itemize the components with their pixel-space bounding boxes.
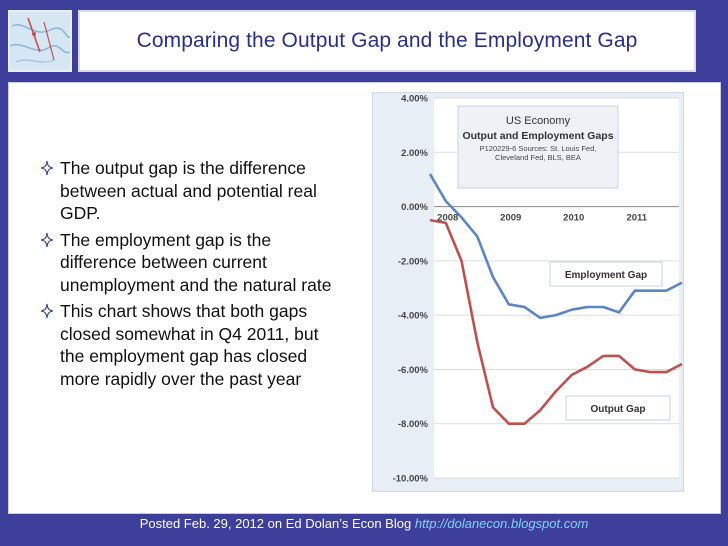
y-tick-label: 0.00% [401, 202, 428, 214]
x-tick-label: 2009 [500, 212, 522, 224]
logo-image [8, 10, 72, 72]
footer [0, 513, 728, 535]
chart-source: P120229-6 Sources: St. Louis Fed, Cleveland Fed, BLS, BEA [479, 144, 597, 162]
x-tick-label: 2010 [563, 212, 585, 224]
slide-title: Comparing the Output Gap and the Employment Gap [136, 29, 638, 52]
bullet-list [42, 157, 342, 394]
employment-gap-label: Employment Gap [564, 270, 648, 281]
x-tick-label: 2008 [437, 212, 459, 224]
chart-title: US Economy [505, 115, 571, 127]
gap-chart [372, 92, 684, 492]
logo-graphic [10, 12, 70, 70]
bullet-text: The output gap is the difference between actual and potential real GDP. [60, 158, 317, 223]
chart-source-wrapper [462, 144, 614, 176]
bullet-item [42, 229, 342, 297]
y-tick-label: -10.00% [392, 473, 428, 485]
y-tick-label: -8.00% [397, 419, 428, 431]
footer-text: Posted Feb. 29, 2012 on Ed Dolan’s Econ Blog [139, 516, 412, 531]
output-gap-label: Output Gap [590, 404, 646, 415]
y-tick-label: 2.00% [401, 147, 428, 159]
chart-subtitle: Output and Employment Gaps [462, 130, 614, 142]
bullet-text: This chart shows that both gaps closed somewhat in Q4 2011, but the employment gap has closed more rapidly over the past year [60, 301, 319, 389]
star-bullet-icon [40, 303, 54, 319]
bullet-item [42, 300, 342, 390]
y-tick-label: -6.00% [397, 364, 428, 376]
star-bullet-icon [40, 232, 54, 248]
x-tick-label: 2011 [626, 212, 648, 224]
y-tick-label: -4.00% [397, 310, 428, 322]
y-tick-label: 4.00% [401, 93, 428, 105]
footer-link[interactable]: http://dolanecon.blogspot.com [414, 516, 589, 531]
bullet-item [42, 157, 342, 225]
bullet-text: The employment gap is the difference between current unemployment and the natural rate [60, 229, 332, 295]
y-tick-label: -2.00% [397, 256, 428, 268]
title-box [78, 10, 696, 72]
star-bullet-icon [40, 160, 54, 176]
